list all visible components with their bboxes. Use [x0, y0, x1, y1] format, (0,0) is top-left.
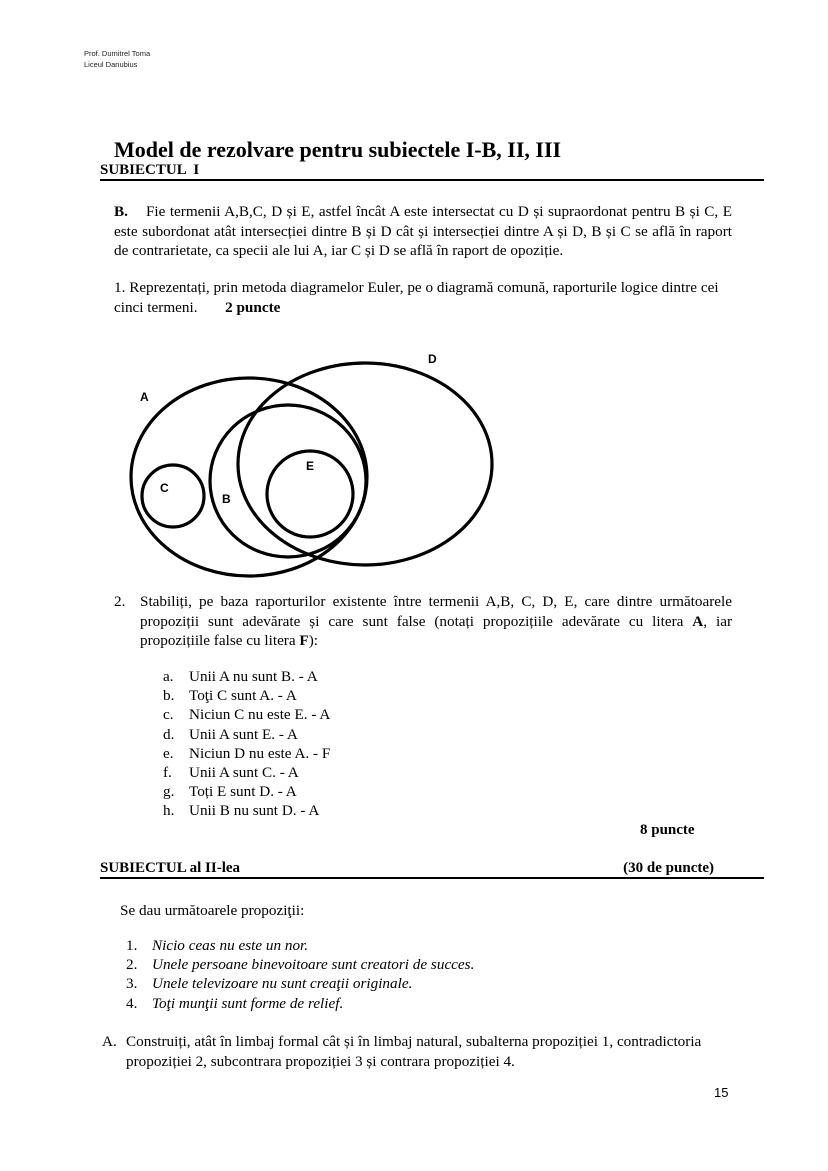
q2-points: 8 puncte: [640, 822, 695, 838]
answer-item: [163, 744, 330, 763]
set-e-label: E: [306, 459, 315, 473]
answer-item: [163, 801, 330, 820]
answer-item: [163, 705, 330, 724]
list-text: Unii A sunt C. - A: [189, 764, 299, 782]
set-b-label: B: [222, 492, 231, 506]
propositions-list: [126, 936, 474, 1013]
subject2-points: (30 de puncte): [623, 860, 714, 876]
subject2-intro: Se dau următoarele propoziţii:: [120, 902, 305, 919]
list-marker: d.: [163, 725, 175, 743]
list-marker: 4.: [126, 994, 138, 1012]
list-text: Toţi munţii sunt forme de relief.: [152, 994, 344, 1012]
set-c-label: C: [160, 481, 169, 495]
list-marker: g.: [163, 783, 175, 801]
list-marker: h.: [163, 802, 175, 820]
set-d-label: D: [428, 352, 437, 366]
set-c-ellipse: [142, 465, 204, 527]
set-a-label: A: [140, 390, 149, 404]
proposition-item: [126, 974, 474, 993]
true-letter: A: [692, 612, 704, 630]
answer-item: [163, 763, 330, 782]
taskA-label: A.: [102, 1033, 117, 1050]
list-marker: 3.: [126, 975, 138, 993]
subject2-heading-text: SUBIECTUL al II-lea: [100, 860, 241, 876]
taskA-text: Construiți, atât în limbaj formal cât și în limbaj natural, subalterna propoziției 1, contradictoria propoziției 2, subcontrara propoziției 3 și contrara propoziției 4.: [126, 1033, 702, 1070]
list-text: Toţi C sunt A. - A: [189, 687, 297, 705]
list-text: Unii A nu sunt B. - A: [189, 668, 318, 685]
q2-text: Stabiliți, pe baza raporturilor existente între termenii A,B, C, D, E, care dintre următoarele propoziții sunt adevărate și care sunt false (notați propozițiile adevărate cu litera A, iar propozițiile false cu litera F):: [140, 593, 732, 649]
list-text: Niciun C nu este E. - A: [189, 706, 331, 724]
q2-number: 2.: [114, 593, 126, 610]
list-marker: a.: [163, 668, 174, 685]
answer-item: [163, 782, 330, 801]
proposition-item: [126, 994, 474, 1013]
list-text: Unii A sunt E. - A: [189, 725, 298, 743]
school-name: Liceul Danubius: [84, 60, 138, 69]
list-text: Unele televizoare nu sunt creaţii originale.: [152, 975, 413, 993]
document-title: Model de rezolvare pentru subiectele I-B, II, III: [114, 137, 562, 162]
q1-points: 2 puncte: [225, 298, 281, 316]
task-A: [102, 1032, 742, 1071]
author-name: Prof. Dumitrel Toma: [84, 49, 151, 58]
answer-item: [163, 686, 330, 705]
list-marker: b.: [163, 687, 175, 705]
q1-text: Reprezentați, prin metoda diagramelor Euler, pe o diagramă comună, raporturile logice dintre cei cinci termeni.: [114, 279, 719, 316]
proposition-item: [126, 936, 474, 955]
list-marker: e.: [163, 744, 174, 762]
answer-item: [163, 725, 330, 744]
question-2: [114, 592, 732, 651]
list-marker: c.: [163, 706, 174, 724]
list-marker: f.: [163, 764, 172, 782]
list-text: Niciun D nu este A. - F: [189, 744, 331, 762]
subject2-heading: [100, 860, 764, 879]
partB-label: B.: [114, 203, 128, 220]
subject1-heading-text: SUBIECTUL I: [100, 162, 200, 178]
list-marker: 2.: [126, 956, 138, 974]
page-number: 15: [714, 1085, 729, 1100]
false-letter: F: [299, 632, 309, 649]
list-text: Unele persoane binevoitoare sunt creatori de succes.: [152, 956, 475, 974]
answer-item: [163, 667, 330, 686]
partB-text: Fie termenii A,B,C, D și E, astfel încât A este intersectat cu D și supraordonat pentru B și C, E este subordonat atât intersecției dintre B și D cât și intersecției dintre A și D, B și C se află în raport de contrarietate, ca specii ale lui A, iar C și D se află în raport de opoziție.: [114, 203, 732, 259]
q2-answer-list: [163, 667, 330, 821]
list-text: Unii B nu sunt D. - A: [189, 802, 320, 820]
list-text: Toți E sunt D. - A: [189, 783, 297, 801]
set-b-ellipse: [210, 405, 366, 557]
list-marker: 1.: [126, 937, 138, 954]
q1-number: 1.: [114, 279, 126, 296]
list-text: Nicio ceas nu este un nor.: [152, 937, 309, 954]
proposition-item: [126, 955, 474, 974]
